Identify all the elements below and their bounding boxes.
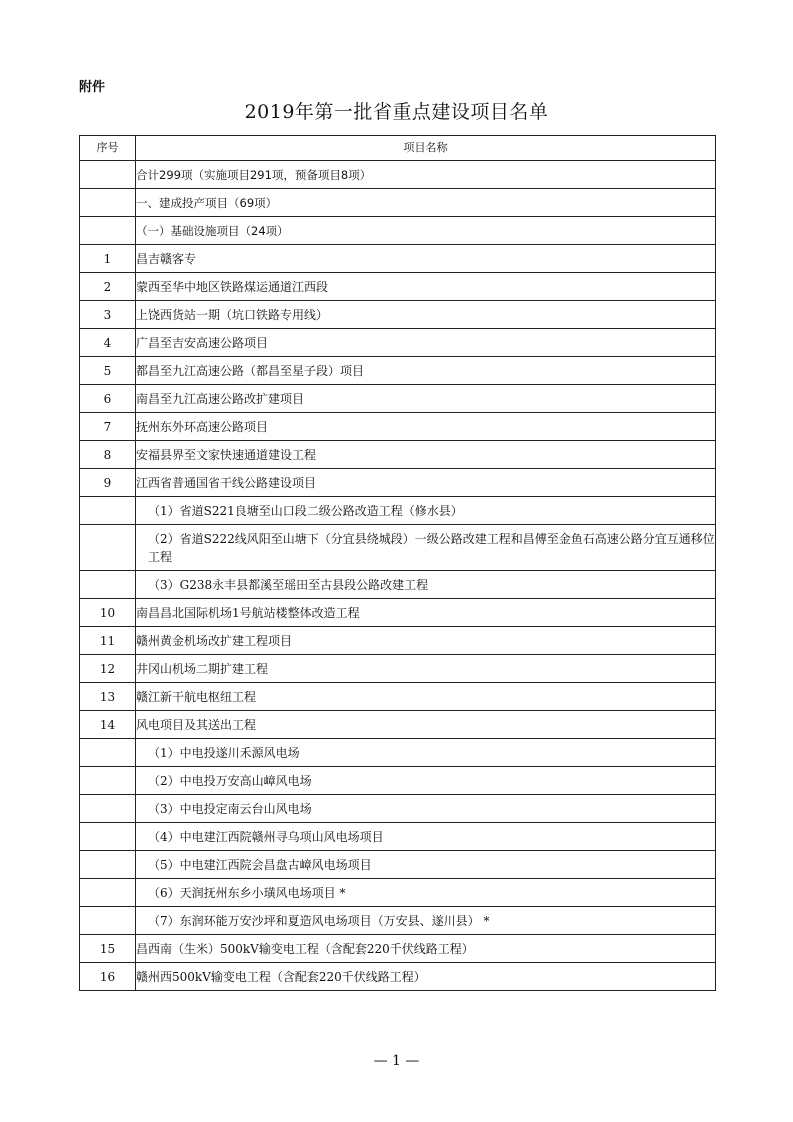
row-serial-number: 7 <box>80 413 136 441</box>
attachment-label: 附件 <box>79 80 106 95</box>
row-project-name: （4）中电建江西院赣州寻乌项山风电场项目 <box>136 823 716 851</box>
table-row <box>80 441 716 469</box>
table-row <box>80 329 716 357</box>
row-serial-number <box>80 189 136 217</box>
row-serial-number <box>80 217 136 245</box>
table-row <box>80 217 716 245</box>
row-project-name: 南昌至九江高速公路改扩建项目 <box>136 385 716 413</box>
table-row <box>80 655 716 683</box>
row-project-name: 一、建成投产项目（69项） <box>136 189 716 217</box>
row-serial-number: 8 <box>80 441 136 469</box>
row-project-name: 抚州东外环高速公路项目 <box>136 413 716 441</box>
table-row <box>80 301 716 329</box>
table-row <box>80 525 716 571</box>
table-row <box>80 823 716 851</box>
table-row <box>80 413 716 441</box>
table-row <box>80 739 716 767</box>
table-row <box>80 161 716 189</box>
row-project-name: （3）中电投定南云台山风电场 <box>136 795 716 823</box>
project-list-table <box>79 135 716 991</box>
page-number: — 1 — <box>373 1053 420 1069</box>
row-serial-number: 16 <box>80 963 136 991</box>
row-serial-number: 14 <box>80 711 136 739</box>
row-project-name: 广昌至吉安高速公路项目 <box>136 329 716 357</box>
row-serial-number: 9 <box>80 469 136 497</box>
table-row <box>80 795 716 823</box>
table-row <box>80 963 716 991</box>
row-project-name: 蒙西至华中地区铁路煤运通道江西段 <box>136 273 716 301</box>
table-body <box>80 161 716 991</box>
row-serial-number: 4 <box>80 329 136 357</box>
row-project-name: （3）G238永丰县都溪至瑶田至古县段公路改建工程 <box>136 571 716 599</box>
row-serial-number: 6 <box>80 385 136 413</box>
row-project-name: （2）中电投万安高山嶂风电场 <box>136 767 716 795</box>
row-serial-number <box>80 525 136 571</box>
row-serial-number: 11 <box>80 627 136 655</box>
table-row <box>80 851 716 879</box>
row-project-name: （2）省道S222线风阳至山塘下（分宜县绕城段）一级公路改建工程和昌傅至金鱼石高速公路分宜互通移位工程 <box>136 525 716 571</box>
row-project-name: 安福县界至文家快速通道建设工程 <box>136 441 716 469</box>
row-serial-number <box>80 497 136 525</box>
table-row <box>80 935 716 963</box>
row-serial-number <box>80 851 136 879</box>
row-serial-number <box>80 907 136 935</box>
row-serial-number <box>80 879 136 907</box>
row-project-name: 南昌昌北国际机场1号航站楼整体改造工程 <box>136 599 716 627</box>
table-row <box>80 245 716 273</box>
table-row <box>80 627 716 655</box>
header-serial-number: 序号 <box>80 136 136 161</box>
document-title: 2019年第一批省重点建设项目名单 <box>244 101 549 123</box>
row-serial-number: 12 <box>80 655 136 683</box>
table-header-row <box>80 136 716 161</box>
table-row <box>80 497 716 525</box>
table-row <box>80 469 716 497</box>
table-row <box>80 879 716 907</box>
row-project-name: 风电项目及其送出工程 <box>136 711 716 739</box>
row-serial-number: 15 <box>80 935 136 963</box>
row-project-name: 昌吉赣客专 <box>136 245 716 273</box>
table-row <box>80 599 716 627</box>
row-serial-number <box>80 823 136 851</box>
row-project-name: 都昌至九江高速公路（都昌至星子段）项目 <box>136 357 716 385</box>
row-serial-number: 13 <box>80 683 136 711</box>
table-row <box>80 273 716 301</box>
row-project-name: （一）基础设施项目（24项） <box>136 217 716 245</box>
row-project-name: 赣江新干航电枢纽工程 <box>136 683 716 711</box>
row-serial-number <box>80 795 136 823</box>
table-row <box>80 357 716 385</box>
row-project-name: 江西省普通国省干线公路建设项目 <box>136 469 716 497</box>
row-serial-number <box>80 571 136 599</box>
row-project-name: （1）中电投遂川禾源风电场 <box>136 739 716 767</box>
row-project-name: 昌西南（生米）500kV输变电工程（含配套220千伏线路工程） <box>136 935 716 963</box>
table-row <box>80 683 716 711</box>
table-row <box>80 571 716 599</box>
row-serial-number: 10 <box>80 599 136 627</box>
row-serial-number: 5 <box>80 357 136 385</box>
row-serial-number <box>80 161 136 189</box>
row-project-name: （6）天润抚州东乡小璜风电场项目 * <box>136 879 716 907</box>
table-row <box>80 711 716 739</box>
row-serial-number: 1 <box>80 245 136 273</box>
row-project-name: （7）东润环能万安沙坪和夏造风电场项目（万安县、遂川县） * <box>136 907 716 935</box>
row-serial-number <box>80 739 136 767</box>
table-row <box>80 767 716 795</box>
row-project-name: 井冈山机场二期扩建工程 <box>136 655 716 683</box>
row-project-name: 上饶西货站一期（坑口铁路专用线） <box>136 301 716 329</box>
row-project-name: 赣州黄金机场改扩建工程项目 <box>136 627 716 655</box>
row-serial-number: 2 <box>80 273 136 301</box>
row-project-name: （1）省道S221良塘至山口段二级公路改造工程（修水县） <box>136 497 716 525</box>
row-serial-number <box>80 767 136 795</box>
row-project-name: （5）中电建江西院会昌盘古嶂风电场项目 <box>136 851 716 879</box>
row-project-name: 合计299项（实施项目291项，预备项目8项） <box>136 161 716 189</box>
table-row <box>80 907 716 935</box>
header-project-name: 项目名称 <box>136 136 716 161</box>
row-project-name: 赣州西500kV输变电工程（含配套220千伏线路工程） <box>136 963 716 991</box>
table-row <box>80 385 716 413</box>
table-row <box>80 189 716 217</box>
row-serial-number: 3 <box>80 301 136 329</box>
